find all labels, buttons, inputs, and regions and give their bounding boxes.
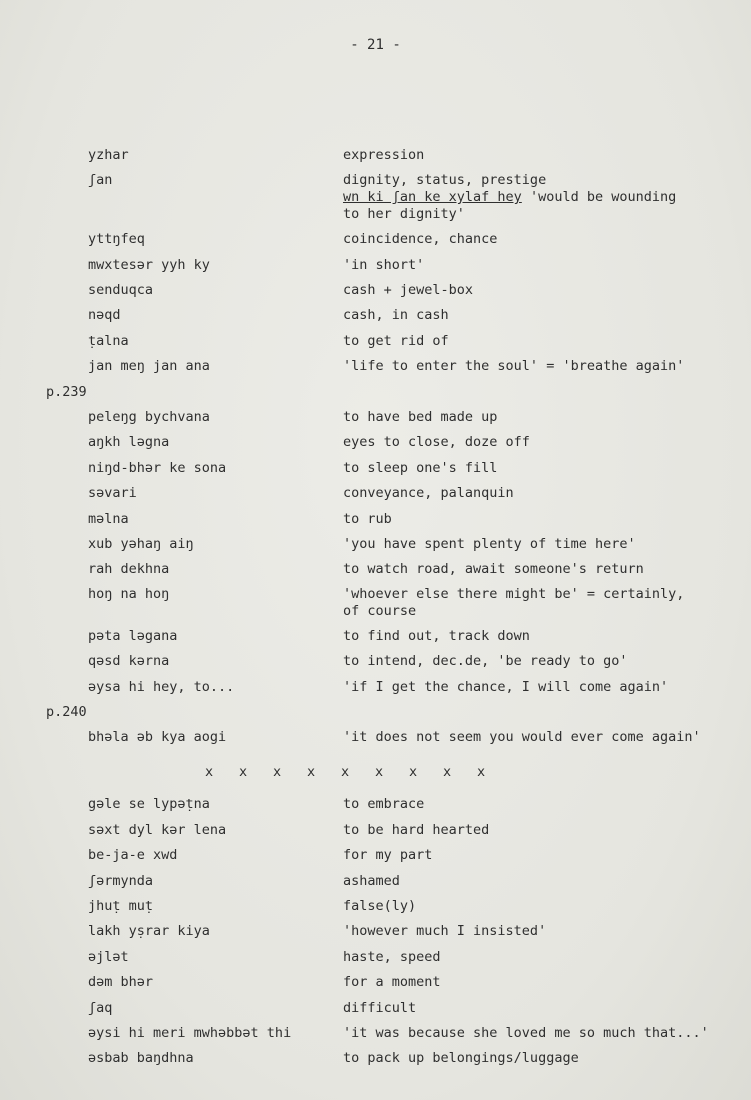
entry-gloss: to watch road, await someone's return xyxy=(343,561,644,577)
entry-term: bhəla əb kya aogi xyxy=(88,729,227,745)
entry-term: peleŋg bychvana xyxy=(88,409,210,425)
entry-gloss: false(ly) xyxy=(343,898,417,914)
entry-gloss-block xyxy=(343,172,723,223)
entry-term: əysa hi hey, to... xyxy=(88,679,235,695)
entry-term: senduqca xyxy=(88,282,154,298)
entry-term: yzhar xyxy=(88,147,129,163)
entry-term: xub yəhaŋ aiŋ xyxy=(88,536,194,552)
entry-term: dəm bhər xyxy=(88,974,154,990)
entry-term: məlna xyxy=(88,511,129,527)
entry-term: səxt dyl kər lena xyxy=(88,822,227,838)
entry-gloss: cash + jewel-box xyxy=(343,282,474,298)
entry-gloss: 'it does not seem you would ever come again' xyxy=(343,729,701,745)
entry-gloss: to be hard hearted xyxy=(343,822,490,838)
entry-gloss: expression xyxy=(343,147,425,163)
entry-term: yttŋfeq xyxy=(88,231,145,247)
entry-gloss: 'in short' xyxy=(343,257,425,273)
entry-term: əjlət xyxy=(88,949,129,965)
entry-gloss: to find out, track down xyxy=(343,628,530,644)
entry-term: mwxtesər yyh ky xyxy=(88,257,210,273)
separator-mark: x xyxy=(205,764,214,780)
entry-term: əsbab baŋdhna xyxy=(88,1050,194,1066)
entry-gloss: 'it was because she loved me so much that...' xyxy=(343,1025,709,1041)
entry-gloss: ashamed xyxy=(343,873,400,889)
entry-gloss: to intend, dec.de, 'be ready to go' xyxy=(343,653,628,669)
entry-gloss: for a moment xyxy=(343,974,441,990)
entry-term: ʃan xyxy=(88,172,113,188)
entry-term: lakh yṣrar kiya xyxy=(88,923,210,939)
separator-mark: x xyxy=(375,764,384,780)
entry-term: nəqd xyxy=(88,307,121,323)
entry-term: ṭalna xyxy=(88,333,129,349)
entry-term: gəle se lypəṭna xyxy=(88,796,210,812)
entry-term: ʃərmynda xyxy=(88,873,154,889)
entry-term: aŋkh ləgna xyxy=(88,434,170,450)
entry-term: jan meŋ jan ana xyxy=(88,358,210,374)
example-underlined: wn ki ʃan ke xylaf hey xyxy=(343,189,522,205)
separator-mark: x xyxy=(409,764,418,780)
entry-term: əysi hi meri mwhəbbət thi xyxy=(88,1025,292,1041)
entry-term: səvari xyxy=(88,485,137,501)
separator-mark: x xyxy=(273,764,282,780)
entry-gloss: for my part xyxy=(343,847,433,863)
separator-mark: x xyxy=(477,764,486,780)
entry-gloss: 'life to enter the soul' = 'breathe again' xyxy=(343,358,685,374)
entry-gloss: eyes to close, doze off xyxy=(343,434,530,450)
entry-gloss: haste, speed xyxy=(343,949,441,965)
entry-gloss: to have bed made up xyxy=(343,409,498,425)
example-translation: 'would be wounding to her dignity' xyxy=(343,189,677,222)
section-separator xyxy=(205,764,511,780)
separator-mark: x xyxy=(341,764,350,780)
page-reference-heading: p.240 xyxy=(46,704,87,720)
entry-gloss: 'however much I insisted' xyxy=(343,923,547,939)
entry-gloss: to embrace xyxy=(343,796,425,812)
entry-gloss: to pack up belongings/luggage xyxy=(343,1050,579,1066)
separator-mark: x xyxy=(239,764,248,780)
entry-term: ʃaq xyxy=(88,1000,113,1016)
entry-gloss: cash, in cash xyxy=(343,307,449,323)
entry-term: be-ja-e xwd xyxy=(88,847,178,863)
entry-gloss: to sleep one's fill xyxy=(343,460,498,476)
page-number: - 21 - xyxy=(350,37,401,53)
entry-gloss: dignity, status, prestige xyxy=(343,172,547,188)
entry-gloss: to rub xyxy=(343,511,392,527)
page-reference-heading: p.239 xyxy=(46,384,87,400)
entry-gloss: coincidence, chance xyxy=(343,231,498,247)
separator-mark: x xyxy=(443,764,452,780)
entry-gloss: conveyance, palanquin xyxy=(343,485,514,501)
entry-term: niŋd-bhər ke sona xyxy=(88,460,227,476)
entry-gloss: 'whoever else there might be' = certainly, of course xyxy=(343,586,685,619)
entry-gloss: 'if I get the chance, I will come again' xyxy=(343,679,669,695)
separator-mark: x xyxy=(307,764,316,780)
entry-term: pəta ləgana xyxy=(88,628,178,644)
entry-gloss: 'you have spent plenty of time here' xyxy=(343,536,636,552)
entry-term: qəsd kərna xyxy=(88,653,170,669)
entry-term: hoŋ na hoŋ xyxy=(88,586,170,602)
entry-term: rah dekhna xyxy=(88,561,170,577)
entry-gloss: to get rid of xyxy=(343,333,449,349)
entry-term: jhuṭ muṭ xyxy=(88,898,154,914)
entry-gloss: difficult xyxy=(343,1000,417,1016)
